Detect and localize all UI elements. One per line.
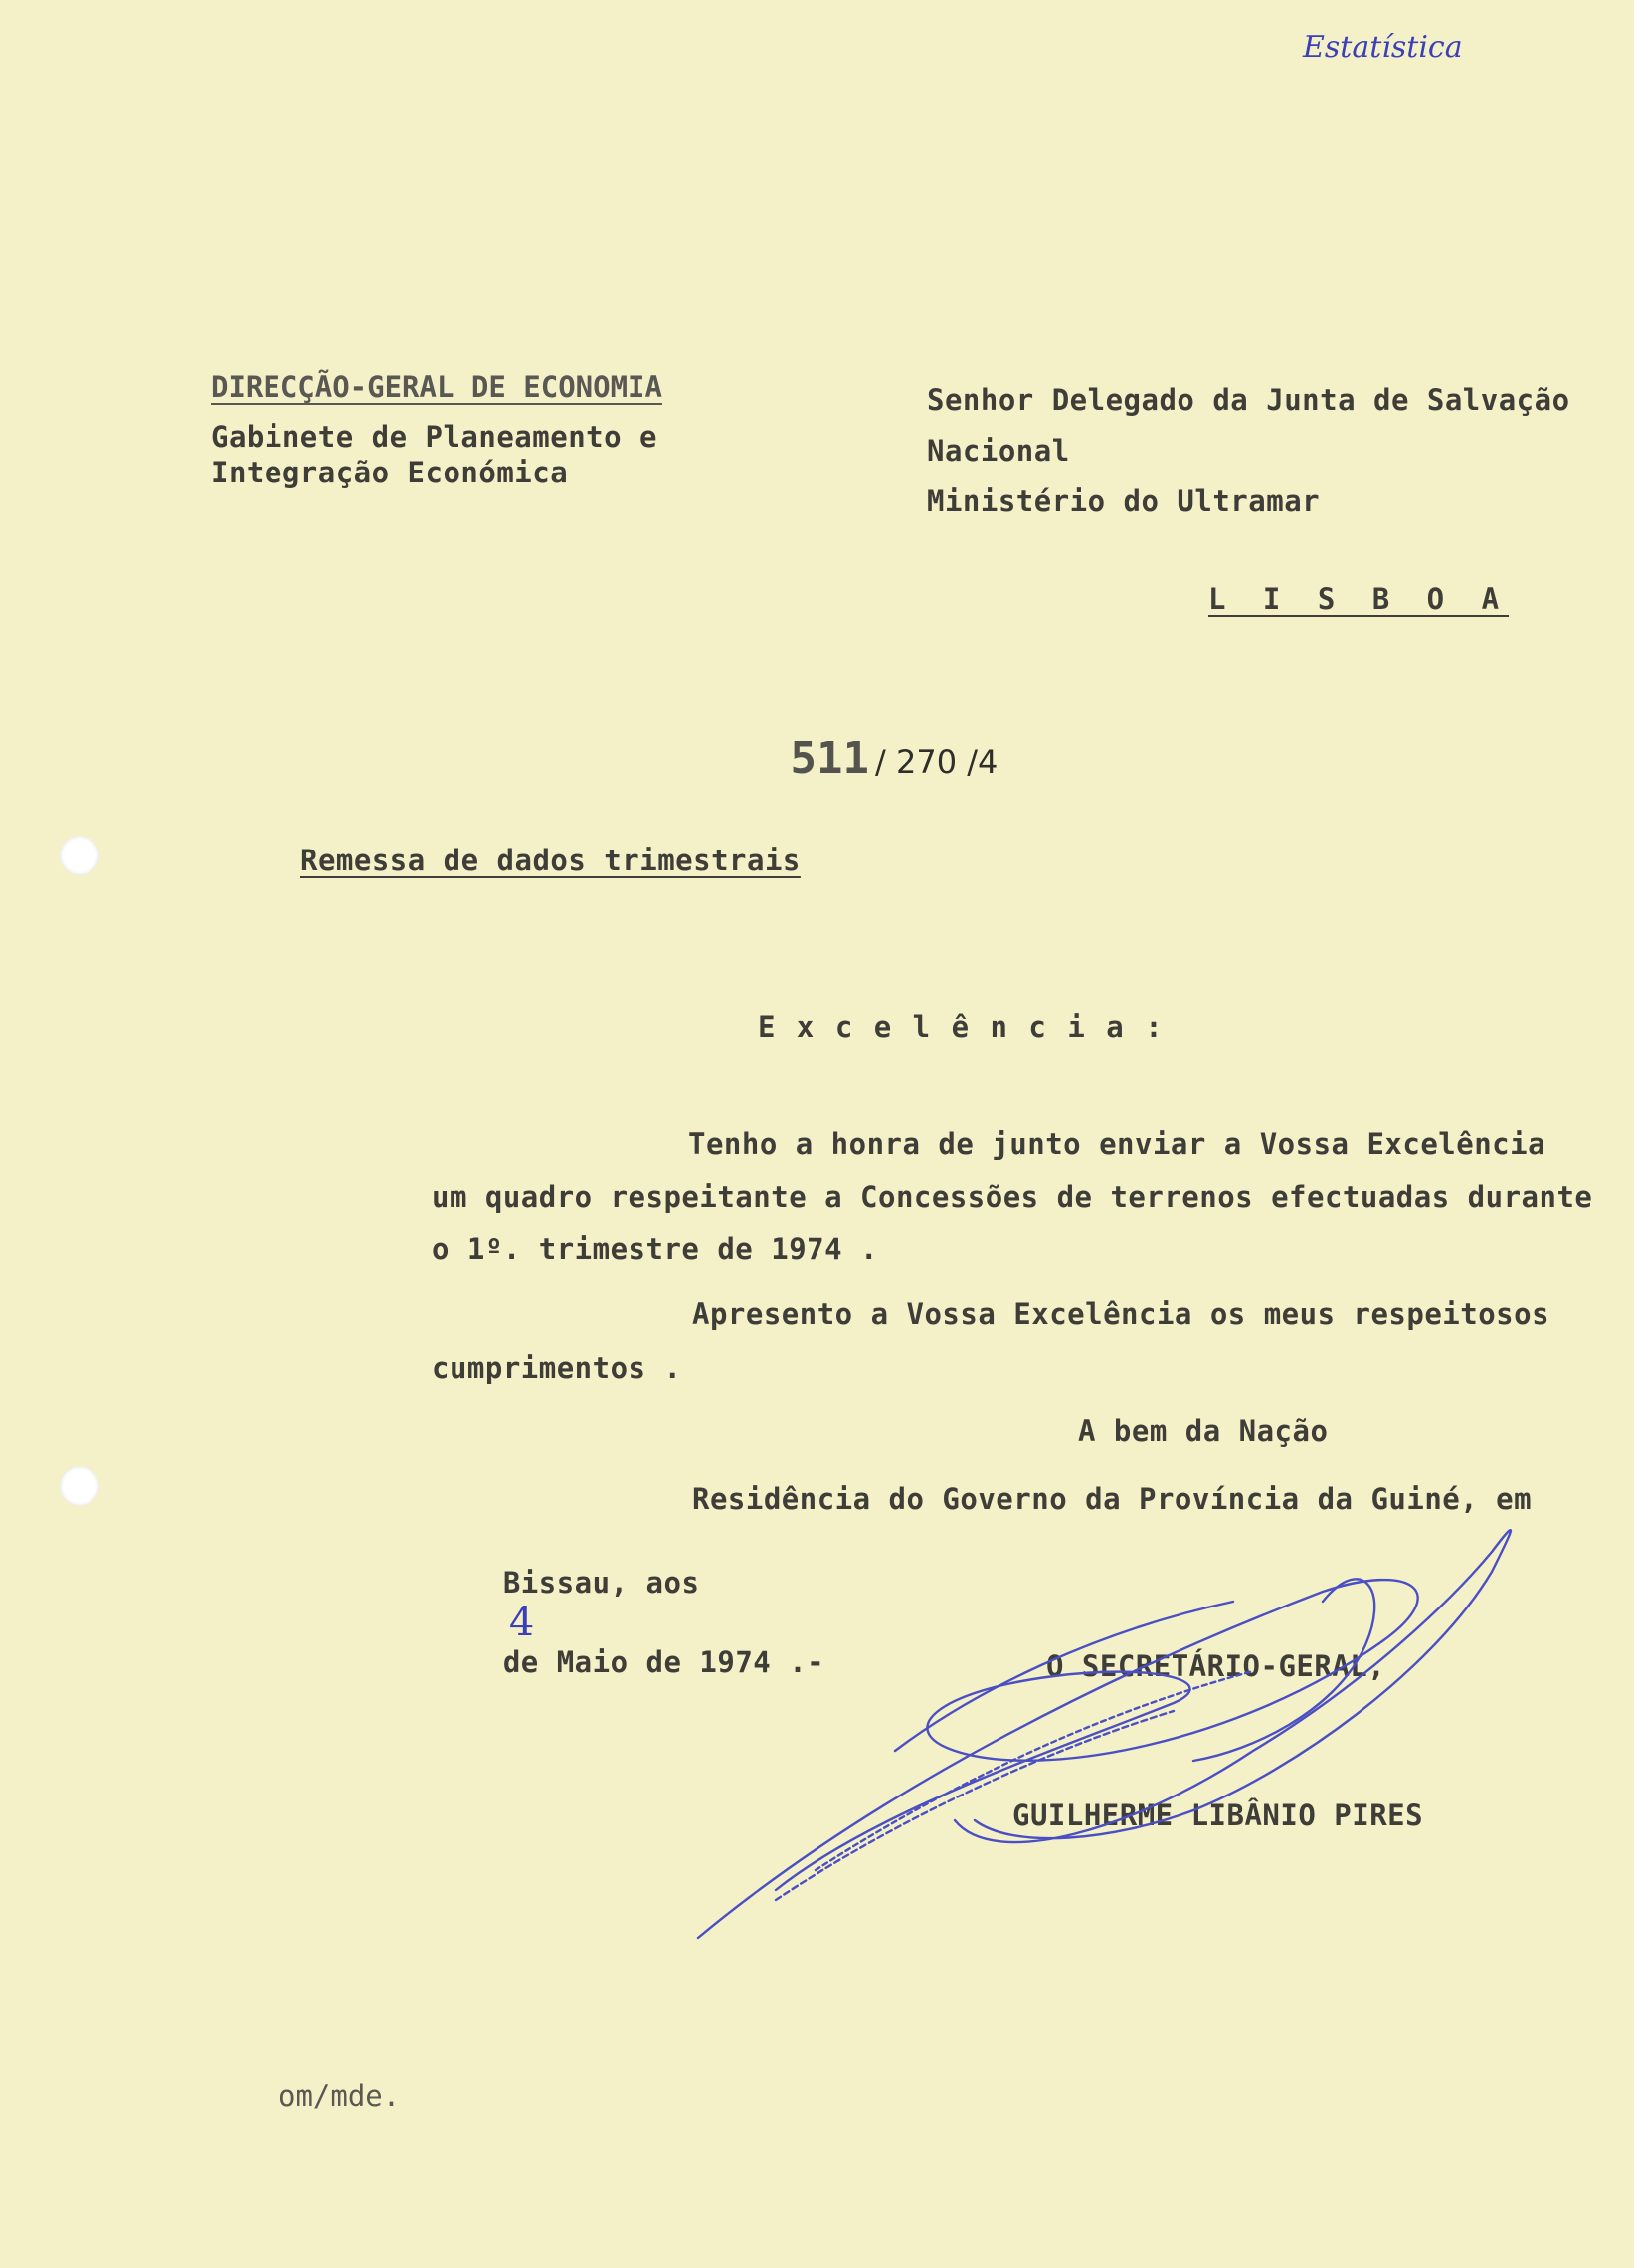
typist-initials: om/mde. (278, 2079, 401, 2113)
body-p1-line3: o 1º. trimestre de 1974 . (432, 1232, 878, 1266)
reference-handwritten-code: / 270 /4 (875, 743, 999, 781)
body-p1-line2: um quadro respeitante a Concessões de terrenos efectuadas durante (432, 1180, 1593, 1214)
handwritten-annotation: Estatística (1303, 30, 1463, 65)
recipient-line1: Senhor Delegado da Junta de Salvação (927, 383, 1570, 417)
closing: A bem da Nação (1078, 1415, 1329, 1448)
body-p2-line2: cumprimentos . (432, 1351, 682, 1385)
sender-office-line1: Gabinete de Planeamento e (211, 420, 657, 454)
body-p1-line1: Tenho a honra de junto enviar a Vossa Excelência (688, 1127, 1546, 1161)
signatory-name: GUILHERME LIBÂNIO PIRES (1012, 1798, 1424, 1832)
subject-line: Remessa de dados trimestrais (300, 844, 801, 877)
punch-hole-bottom (60, 1466, 99, 1506)
sender-office-line2: Integração Económica (211, 456, 569, 489)
punch-hole-top (60, 836, 99, 875)
recipient-line2: Nacional (927, 434, 1070, 468)
recipient-line3: Ministério do Ultramar (927, 484, 1321, 518)
body-p2-line1: Apresento a Vossa Excelência os meus respeitosos (692, 1297, 1550, 1331)
place-suffix: de Maio de 1974 .- (502, 1645, 825, 1679)
handwritten-day: 4 (508, 1600, 535, 1645)
place-prefix: Bissau, aos (502, 1566, 700, 1600)
reference-stamp-number: 511 (790, 733, 870, 784)
reference-number (752, 714, 998, 803)
recipient-city: L I S B O A (1208, 582, 1510, 616)
place-line1: Residência do Governo da Província da Guiné, em (692, 1482, 1533, 1516)
salutation: E x c e l ê n c i a : (758, 1010, 1165, 1043)
place-date-line (432, 1532, 824, 1713)
signatory-title: O SECRETÁRIO-GERAL, (1046, 1649, 1386, 1683)
sender-org: DIRECÇÃO-GERAL DE ECONOMIA (211, 370, 662, 404)
